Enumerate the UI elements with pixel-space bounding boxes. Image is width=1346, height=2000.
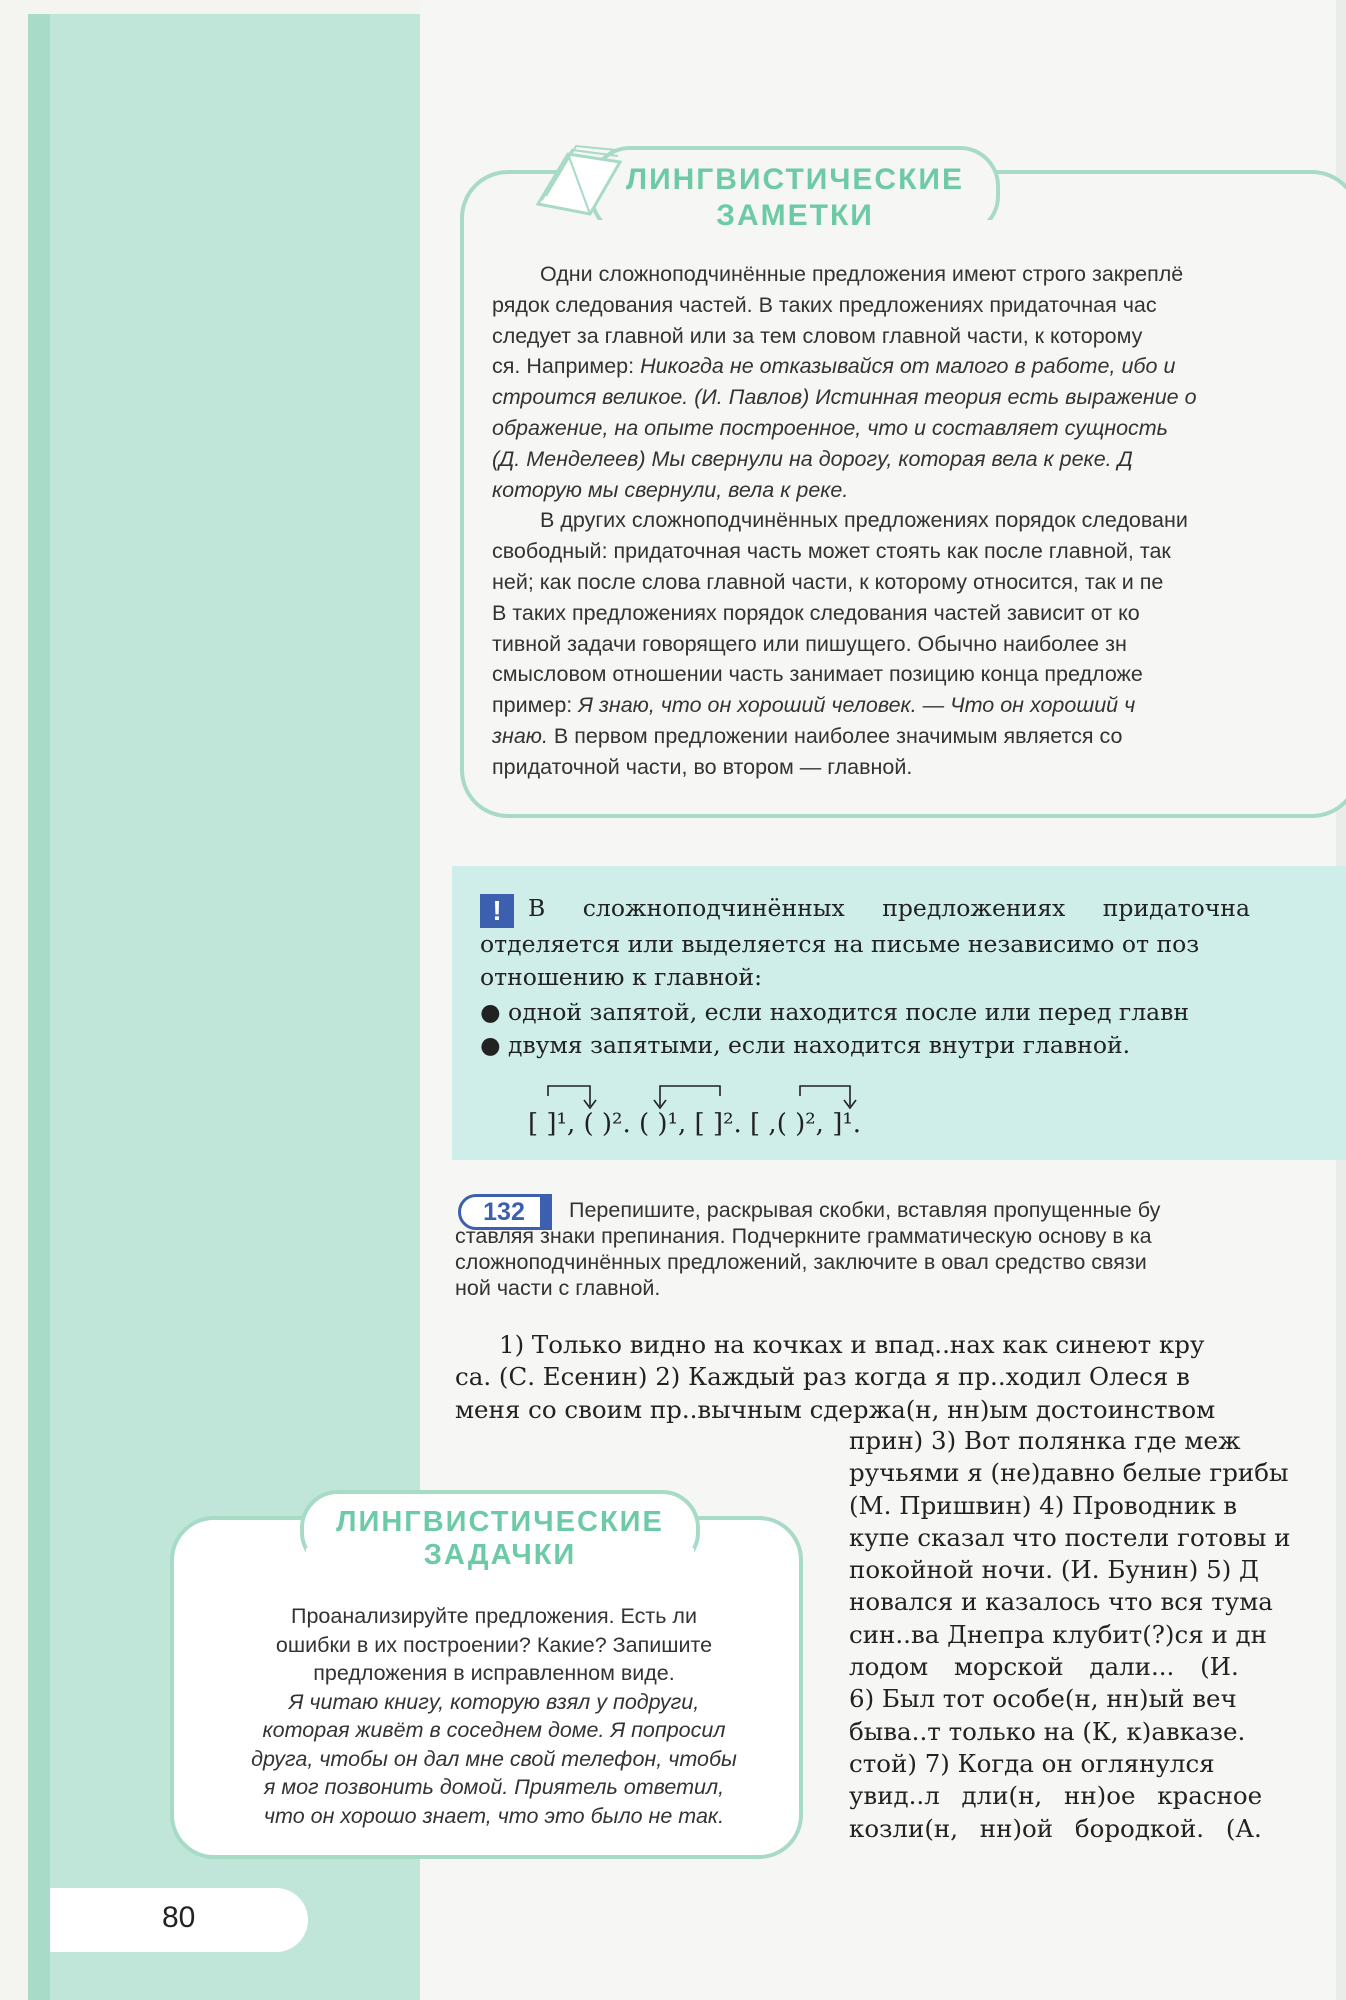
notes-line: следует за главной или за тем словом главной части, к которому — [492, 323, 1143, 348]
notes-line: свободный: придаточная часть может стоять как после главной, так — [492, 539, 1171, 564]
rule-line: отношению к главной: — [480, 963, 762, 991]
body-line: покойной ночи. (И. Бунин) 5) Д — [849, 1555, 1259, 1585]
notes-line: рядок следования частей. В таких предложениях придаточная час — [492, 292, 1157, 317]
notes-line: придаточной части, во втором — главной. — [492, 754, 913, 779]
schema-text: [ ]¹, ( )². ( )¹, [ ]². [ ,( )², ]¹. — [528, 1109, 862, 1139]
notes-line: В других сложноподчинённых предложениях порядок следовани — [540, 508, 1188, 533]
tasks-line: которая живёт в соседнем доме. Я попросил — [262, 1718, 726, 1742]
tasks-line: Проанализируйте предложения. Есть ли — [291, 1604, 697, 1628]
linguistic-tasks-text — [196, 1602, 792, 1830]
exercise-instructions — [455, 1197, 1345, 1301]
body-line: быва..т только на (К, к)авказе. — [849, 1716, 1246, 1746]
linguistic-notes-title — [596, 162, 994, 234]
notes-title-line2: ЗАМЕТКИ — [716, 199, 874, 232]
notes-line: смысловом отношении часть занимает позицию конца предложе — [492, 662, 1143, 687]
exclamation-icon: ! — [480, 894, 514, 928]
punctuation-schema — [520, 1082, 1020, 1142]
body-line: син..ва Днепра клубит(?)ся и дн — [849, 1619, 1267, 1649]
notes-title-line1: ЛИНГВИСТИЧЕСКИЕ — [626, 163, 964, 196]
tasks-line: ошибки в их построении? Какие? Запишите — [275, 1632, 713, 1657]
exercise-body-column — [849, 1425, 1346, 1845]
rule-line: отделяется или выделяется на письме независимо от поз — [480, 930, 1200, 958]
rule-bullet: ● двумя запятыми, если находится внутри главной. — [480, 1029, 1346, 1062]
body-line: козли(н, нн)ой бородкой. (А. — [849, 1813, 1262, 1843]
body-line: 1) Только видно на кочках и впад..нах как синеют кру — [499, 1330, 1205, 1359]
body-line: прин) 3) Вот полянка где меж — [849, 1426, 1241, 1455]
body-line: 6) Был тот особе(н, нн)ый веч — [849, 1684, 1237, 1714]
page-number: 80 — [162, 1901, 196, 1934]
notes-line: (Д. Менделеев) Мы свернули на дорогу, которая вела к реке. Д — [492, 446, 1133, 471]
notes-line: тивной задачи говорящего или пишущего. Обычно наиболее зн — [492, 631, 1127, 656]
body-line: стой) 7) Когда он оглянулся — [849, 1748, 1215, 1778]
spine-edge — [28, 14, 50, 2000]
tasks-line: что он хорошо знает, что это было не так. — [263, 1803, 725, 1828]
body-line: меня со своим пр..вычным сдержа(н, нн)ым достоинством — [455, 1394, 1216, 1424]
schema-arrows — [520, 1082, 1020, 1142]
bullet-icon: ● — [480, 1031, 501, 1059]
tasks-title-line1: ЛИНГВИСТИЧЕСКИЕ — [336, 1506, 664, 1538]
instr-line: ной части с главной. — [455, 1276, 661, 1300]
exercise-number-badge: 132 — [458, 1194, 550, 1230]
tasks-line: предложения в исправленном виде. — [313, 1661, 675, 1685]
body-line: ручьями я (не)давно белые грибы — [849, 1458, 1289, 1488]
tasks-line: я мог позвонить домой. Приятель ответил, — [263, 1775, 725, 1799]
notes-line: ней; как после слова главной части, к которому относится, так и пе — [492, 569, 1164, 594]
instr-line: Перепишите, раскрывая скобки, вставляя пропущенные бу — [569, 1198, 1161, 1222]
linguistic-tasks-title — [306, 1506, 694, 1572]
notes-line: которую мы свернули, вела к реке. — [492, 477, 849, 502]
rule-bullet: ● одной запятой, если находится после или перед главн — [480, 996, 1346, 1029]
body-line: купе сказал что постели готовы и — [849, 1522, 1291, 1552]
notes-line: В таких предложениях порядок следования частей зависит от ко — [492, 600, 1140, 625]
tasks-line: Я читаю книгу, которую взял у подруги, — [288, 1689, 700, 1714]
linguistic-notes-text — [492, 259, 1342, 783]
tasks-title-line2: ЗАДАЧКИ — [423, 1539, 577, 1571]
notes-line: знаю. В первом предложении наиболее значимым является со — [492, 723, 1123, 748]
notes-line: пример: Я знаю, что он хороший человек. — Что он хороший ч — [492, 693, 1136, 718]
notes-line: Одни сложноподчинённые предложения имеют строго закреплё — [540, 262, 1184, 286]
notes-line: ся. Например: Никогда не отказывайся от малого в работе, ибо и — [492, 354, 1176, 379]
rule-text — [480, 892, 1346, 1062]
body-line: лодом морской дали... (И. — [849, 1652, 1239, 1682]
notes-line: ображение, на опыте построенное, что и составляет сущность — [492, 415, 1168, 440]
rule-line: ! В сложноподчинённых предложениях придаточна — [480, 892, 1346, 928]
instr-line: ставляя знаки препинания. Подчеркните грамматическую основу в ка — [455, 1224, 1152, 1248]
tasks-line: друга, чтобы он дал мне свой телефон, чтобы — [251, 1746, 737, 1771]
body-line: новался и казалось что вся тума — [849, 1587, 1273, 1617]
body-line: (М. Пришвин) 4) Проводник в — [849, 1490, 1238, 1520]
body-line: са. (С. Есенин) 2) Каждый раз когда я пр..ходил Олеся в — [455, 1362, 1190, 1392]
bullet-icon: ● — [480, 998, 501, 1026]
notes-line: строится великое. (И. Павлов) Истинная теория есть выражение о — [492, 385, 1197, 410]
body-line: увид..л дли(н, нн)ое красное — [849, 1781, 1263, 1811]
exercise-body-top — [455, 1329, 1346, 1426]
instr-line: сложноподчинённых предложений, заключите в овал средство связи — [455, 1250, 1147, 1274]
